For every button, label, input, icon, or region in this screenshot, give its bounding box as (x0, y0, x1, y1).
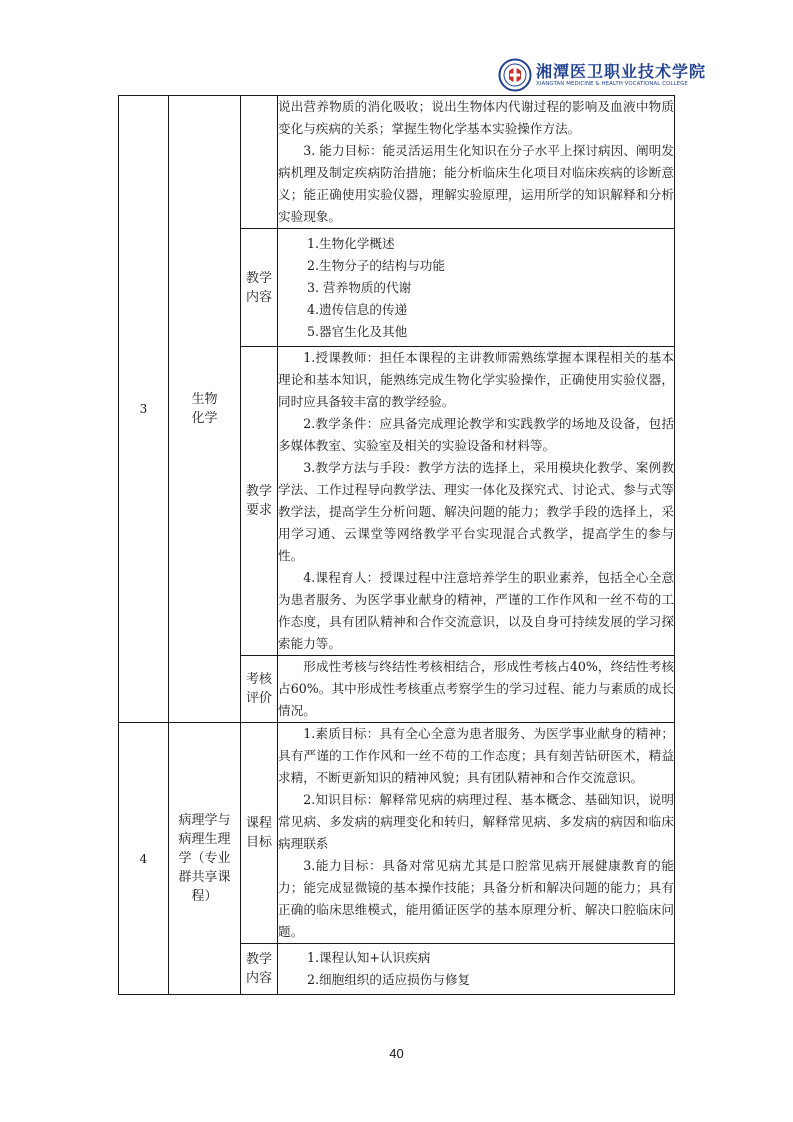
course-name (169, 96, 241, 723)
paragraph: 2.教学条件：应具备完成理论教学和实践教学的场地及设备，包括多媒体教室、实验室及相关的实验设备和材料等。 (278, 416, 674, 453)
section-content (278, 229, 675, 347)
list-item: 5.器官生化及其他 (307, 323, 408, 339)
paragraph: 3.教学方法与手段：教学方法的选择上，采用模块化教学、案例教学法、工作过程导向教学法、理实一体化及探究式、讨论式、参与式等教学法，提高学生分析问题、解决问题的能力；教学手段的选择上，采用学习通、云课堂等网络教学平台实现混合式教学，提高学生的参与性。 (278, 460, 674, 563)
section-label: 课程 目标 (241, 723, 278, 944)
list-item: 2.生物分子的结构与功能 (307, 257, 445, 273)
table-row (119, 723, 675, 944)
list-item: 4.遗传信息的传递 (307, 301, 408, 317)
curriculum-table (118, 95, 675, 995)
list-item: 3. 营养物质的代谢 (307, 279, 412, 295)
section-content (278, 656, 675, 723)
page-number: 40 (389, 1046, 404, 1061)
course-name: 病理学与病理生理学（专业群共享课程） (169, 723, 241, 995)
section-label (241, 96, 278, 229)
table-row (119, 96, 675, 229)
section-content (278, 347, 675, 656)
row-number: 4 (119, 723, 169, 995)
paragraph: 说出营养物质的消化吸收；说出生物体内代谢过程的影响及血液中物质变化与疾病的关系；掌握生物化学基本实验操作方法。 (278, 99, 674, 136)
paragraph: 3. 能力目标：能灵活运用生化知识在分子水平上探讨病因、阐明发病机理及制定疾病防治措施；能分析临床生化项目对临床疾病的诊断意义；能正确使用实验仪器，理解实验原理，运用所学的知识解释和分析实验现象。 (278, 143, 674, 224)
school-logo (498, 58, 707, 92)
section-label: 考核 评价 (241, 656, 278, 723)
section-label: 教学 内容 (241, 229, 278, 347)
paragraph: 3.能力目标：具备对常见病尤其是口腔常见病开展健康教育的能力；能完成显微镜的基本操作技能；具备分析和解决问题的能力；具有正确的临床思维模式，能用循证医学的基本原理分析、解决口腔临床问题。 (278, 858, 674, 939)
section-content (278, 944, 675, 995)
section-content (278, 723, 675, 944)
list-item: 1.课程认知+认识疾病 (307, 950, 431, 965)
list-item: 1.生物化学概述 (307, 235, 395, 251)
list-item: 2.细胞组织的适应损伤与修复 (307, 972, 471, 987)
course-name-line: 生物 (191, 392, 218, 407)
school-name-en: XIANGTAN MEDICINE & HEALTH VOCATIONAL COLLEGE (536, 81, 688, 87)
school-name: 湘潭医卫职业技术学院 (536, 62, 707, 81)
row-number: 3 (119, 96, 169, 723)
paragraph: 2.知识目标：解释常见病的病理过程、基本概念、基础知识，说明常见病、多发病的病理变化和转归，解释常见病、多发病的病因和临床病理联系 (278, 792, 674, 851)
paragraph: 1.素质目标：具有全心全意为患者服务、为医学事业献身的精神；具有严谨的工作作风和一丝不苟的工作态度；具有刻苦钻研医术，精益求精，不断更新知识的精神风貌；具有团队精神和合作交流意识。 (278, 726, 674, 785)
paragraph: 形成性考核与终结性考核相结合，形成性考核占40%，终结性考核占60%。其中形成性考核重点考察学生的学习过程、能力与素质的成长情况。 (278, 659, 674, 718)
school-emblem-icon (498, 58, 532, 92)
paragraph: 1.授课教师：担任本课程的主讲教师需熟练掌握本课程相关的基本理论和基本知识，能熟练完成生物化学实验操作，正确使用实验仪器，同时应具备较丰富的教学经验。 (278, 350, 674, 409)
section-label: 教学 要求 (241, 347, 278, 656)
section-content (278, 96, 675, 229)
course-name-line: 化学 (191, 411, 218, 426)
section-label: 教学 内容 (241, 944, 278, 995)
paragraph: 4.课程育人：授课过程中注意培养学生的职业素养，包括全心全意为患者服务、为医学事业献身的精神，严谨的工作作风和一丝不苟的工作态度，具有团队精神和合作交流意识，以及自身可持续发展的学习探索能力等。 (278, 570, 674, 651)
